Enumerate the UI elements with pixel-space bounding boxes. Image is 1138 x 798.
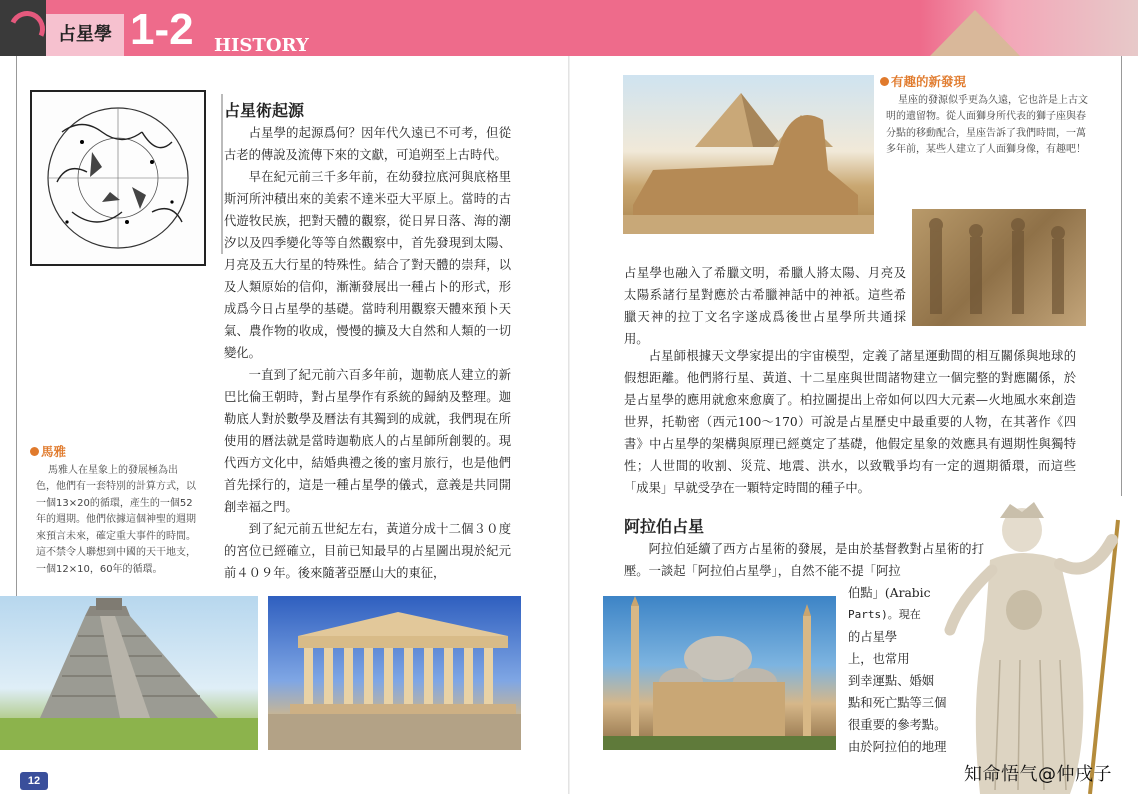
- parthenon-photo: [268, 596, 521, 750]
- athena-statue-image: [940, 500, 1138, 794]
- bullet-icon: [880, 77, 889, 86]
- fun-fact-title: 有趣的新發現: [880, 74, 1088, 91]
- sidebar-title: 馬雅: [30, 444, 197, 461]
- section-tag: 占星學: [46, 14, 124, 56]
- ptolemy-paragraph: 占星師根據天文學家提出的宇宙模型，定義了諸星運動間的相互關係與地球的假想距離。他們將行星、黃道、十二星座與世間諸物建立一個完整的對應關係，於是占星學的應用就愈來愈廣了。柏拉圖提出上帝如何以四大元素—火地風水來創造世界，托勒密（西元100～170）可說是占星歷史中最重要的人物，在其著作《四書》中占星學的架構與原理已經奠定了基礎，他假定星象的效應具有週期性與獨特性；人世間的收割、災荒、地震、洪水，以致戰爭均有一定的週期循環，而這些「成果」早就受孕在一顆特定時間的種子中。: [624, 349, 1076, 495]
- fun-fact-box: [880, 74, 1088, 159]
- paragraph: 到了紀元前五世紀左右，黃道分成十二個３０度的宮位已經確立，目前已知最早的占星圖出現於紀元前４０９年。後來隨著亞歷山大的東征，: [224, 522, 511, 580]
- page-number: 12: [20, 772, 48, 790]
- paragraph: 一直到了紀元前六百多年前，迦勒底人建立的新巴比倫王朝時，對占星學作有系統的歸納及整理。迦勒底人對於數學及曆法有其獨到的成就，我們現在所使用的曆法就是當時迦勒底人的占星師所創製的。現代西方文化中，結婚典禮之後的蜜月旅行，也是他們首先採行的，這是一種占星學的儀式，意義是共同開創幸福之門。: [224, 368, 511, 514]
- watermark-text: 知命悟气@仲戌子: [964, 764, 1112, 785]
- constellation-illustration: [32, 92, 204, 264]
- paragraph: 早在紀元前三千多年前，在幼發拉底河與底格里斯河所沖積出來的美索不達米亞大平原上。當時的古代遊牧民族，把對天體的觀察，從日昇日落、海的潮汐以及四季變化等等自然觀察中，首先發現到太陽、月亮及五大行星的特殊性。結合了對天體的崇拜，以及人類原始的信仰，漸漸發展出一種占卜的形式，形成爲今日占星學的基礎。當時利用觀察天體來預卜天氣、農作物的收成，慢慢的擴及大自然和人類的一切變化。: [224, 170, 511, 360]
- page-fold: [568, 56, 570, 794]
- header-pyramid-icon: [930, 10, 1020, 56]
- bullet-icon: [30, 447, 39, 456]
- chapter-word: HISTORY: [214, 35, 309, 56]
- chapter-number: 1-2: [130, 5, 194, 54]
- right-margin-rule: [1121, 56, 1122, 496]
- left-body-text: [224, 122, 511, 584]
- star-map-image: [30, 90, 206, 266]
- title-accent-bar: [221, 94, 223, 254]
- subsection-title: 阿拉伯占星: [624, 517, 705, 536]
- sphinx-pyramid-photo: [623, 75, 874, 234]
- mosque-photo: [603, 596, 836, 750]
- greek-paragraph: 占星學也融入了希臘文明，希臘人將太陽、月亮及太陽系諸行星對應於古希臘神話中的神祇。這些希臘天神的拉丁文名字遂成爲後世占星學所共通採用。: [624, 266, 906, 346]
- fun-fact-body: 星座的發源似乎更為久遠，它也許是上古文明的遺留物。從人面獅身所代表的獅子座與春分點的移動配合，星座告訴了我們時間，一萬多年前，某些人建立了人面獅身像，有趣吧！: [886, 94, 1088, 156]
- article-title: 占星術起源: [224, 101, 305, 120]
- left-margin-rule: [16, 56, 17, 596]
- maya-sidebar: [30, 444, 197, 578]
- paragraph: 占星學的起源爲何？因年代久遠已不可考，但從古老的傳說及流傳下來的文獻，可追朔至上古時代。: [224, 126, 511, 162]
- maya-pyramid-photo: [0, 596, 258, 750]
- egyptian-relief-photo: [912, 209, 1086, 326]
- sidebar-body: 馬雅人在星象上的發展極為出色，他們有一套特別的計算方式，以一個13×20的循環，產生的一個52年的週期。他們依據這個神聖的週期來預言未來，確定重大事件的時間。這不禁令人聯想到中國的天干地支，一個12×10，60年的循環。: [36, 464, 196, 575]
- arabic-paragraph: 阿拉伯延續了西方占星術的發展，是由於基督教對占星術的打壓。一談起「阿拉伯占星學」，自然不能不提「阿拉: [624, 542, 984, 578]
- swirl-logo-icon: [0, 0, 46, 56]
- arabic-paragraph-continued: 伯點」(Arabic Parts)。現在 的占星學 上，也常用 到幸運點、婚姻 點和死亡點等三個 很重要的參考點。 由於阿拉伯的地理: [848, 586, 947, 754]
